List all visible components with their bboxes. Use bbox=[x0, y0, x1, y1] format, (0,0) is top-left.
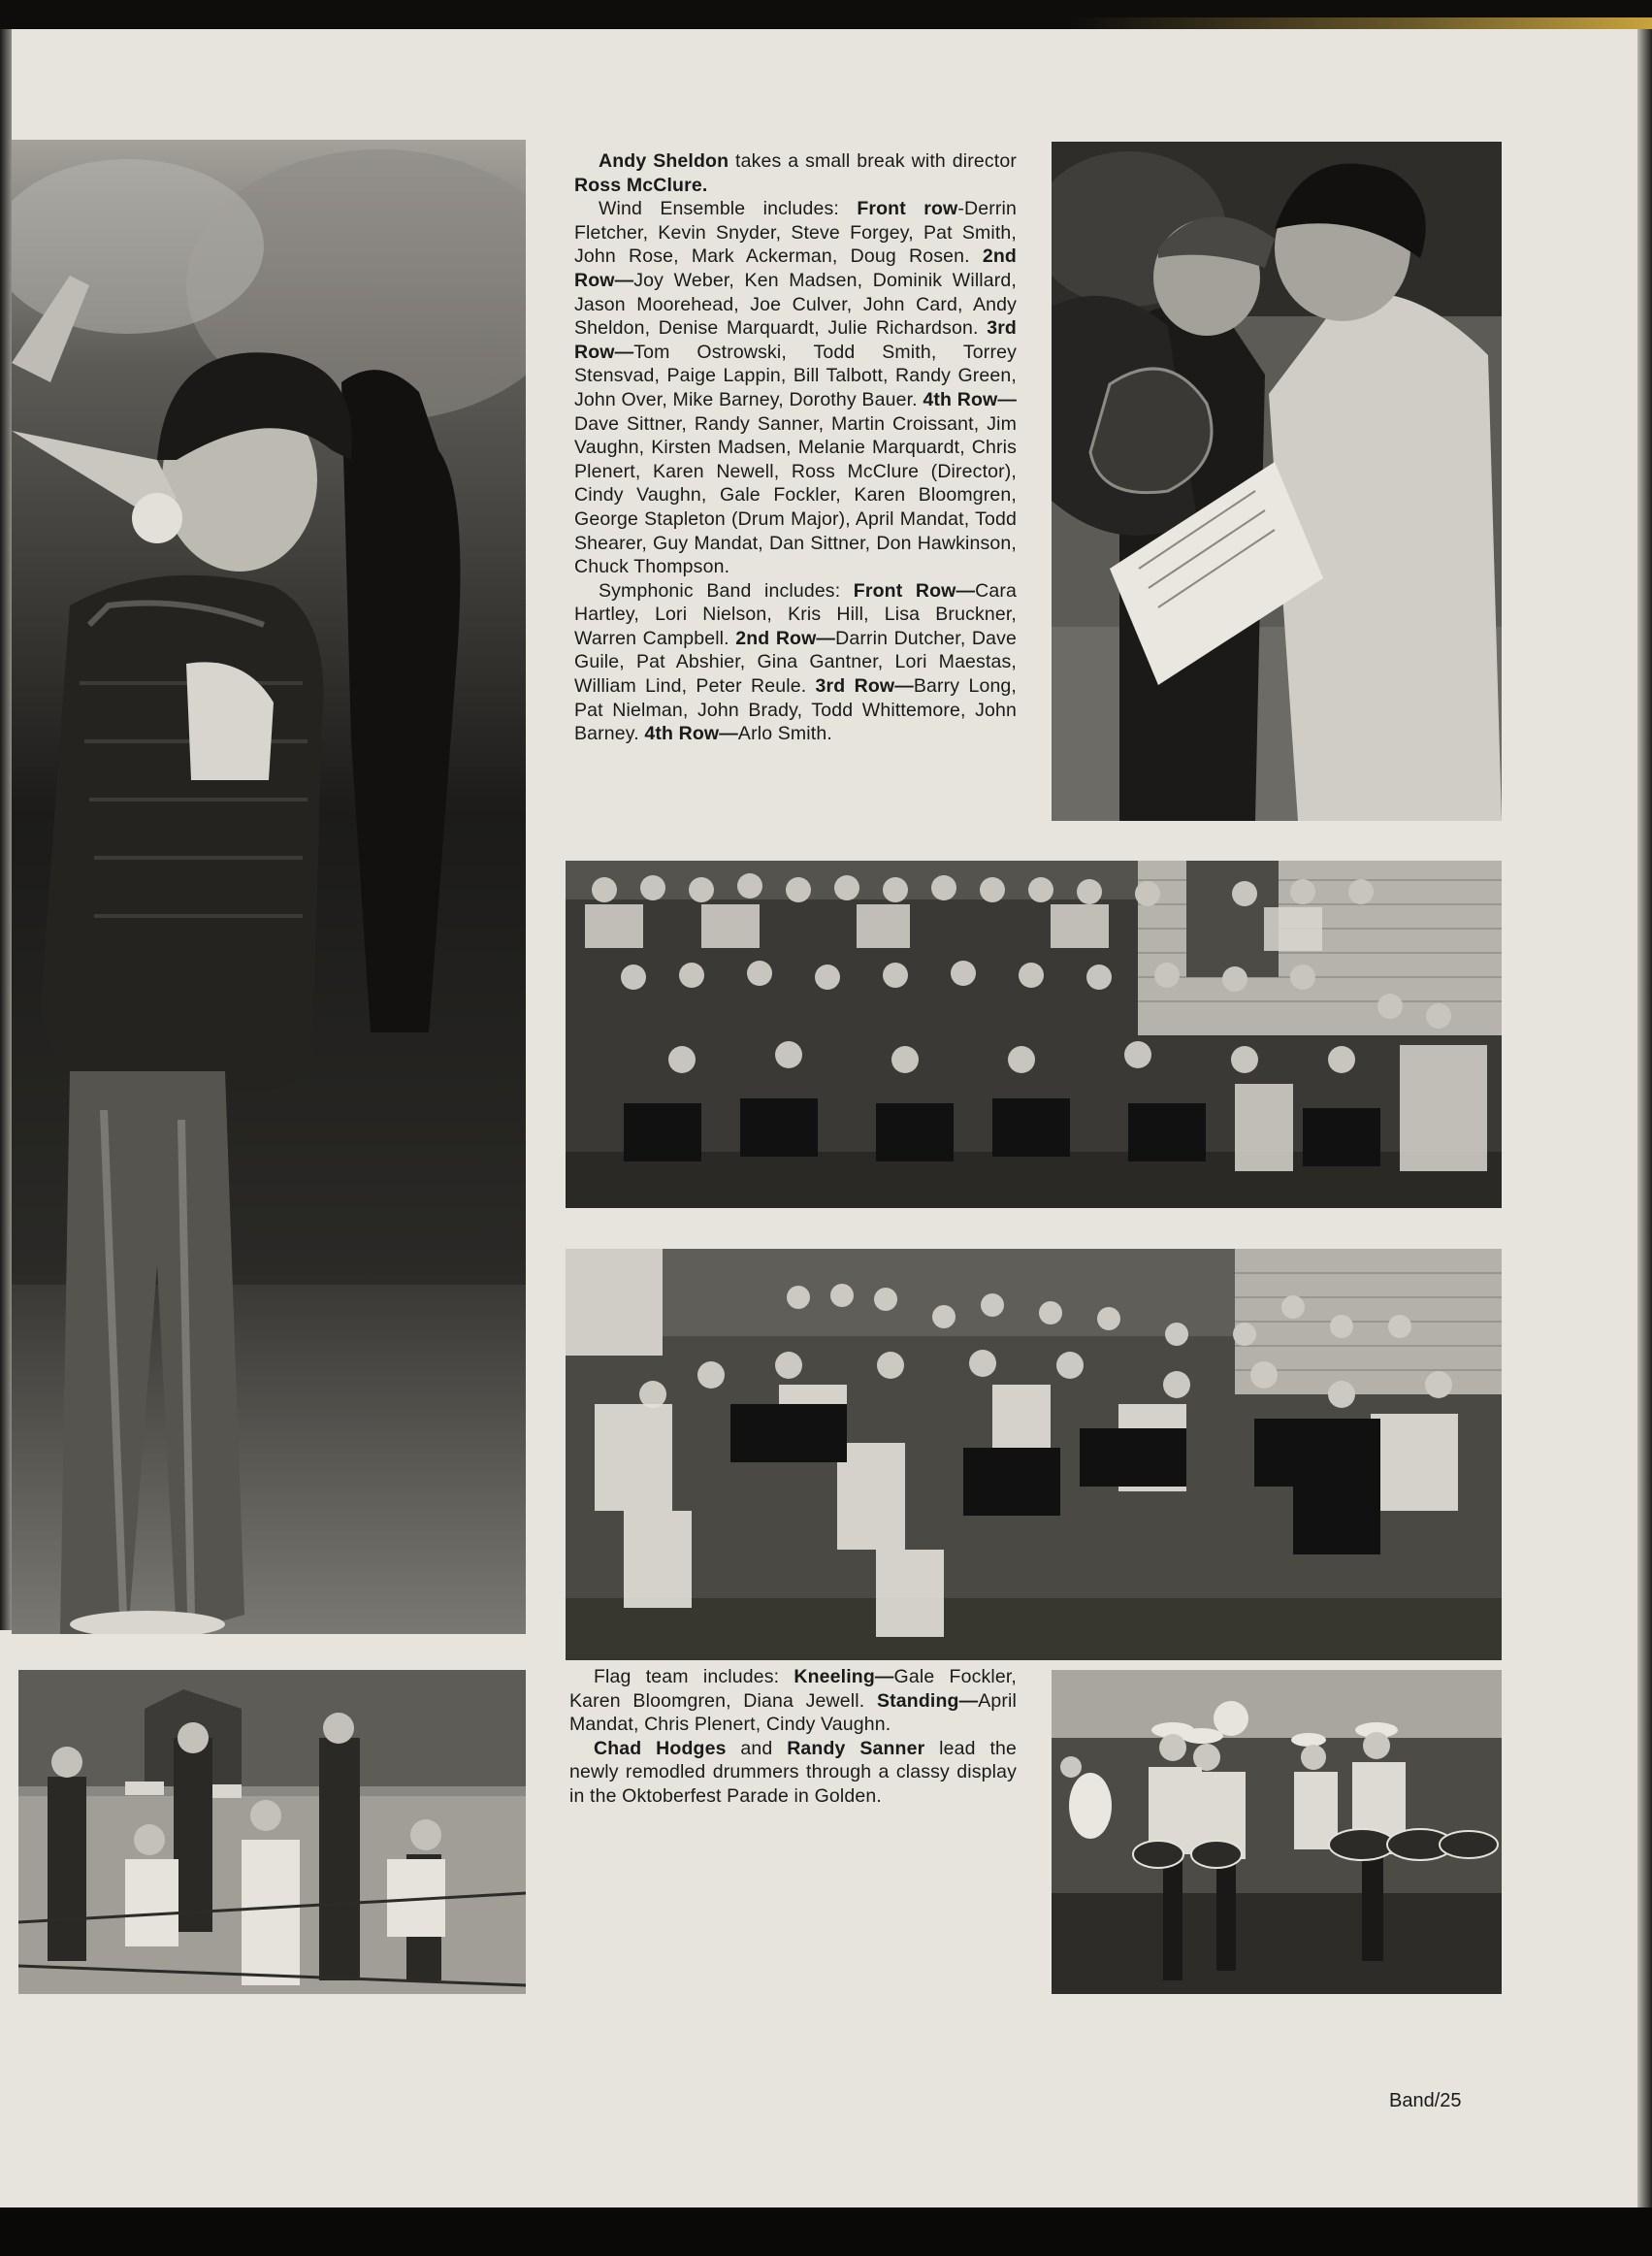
row-names: Arlo Smith. bbox=[737, 723, 832, 745]
list-intro: Flag team includes: bbox=[594, 1666, 794, 1687]
list-intro: Symphonic Band includes: bbox=[599, 579, 854, 602]
photo-flag-team bbox=[18, 1670, 526, 1994]
bottom-scan-border bbox=[0, 2207, 1652, 2256]
row-label: 3rd Row— bbox=[815, 675, 914, 698]
row-label: Standing— bbox=[876, 1689, 979, 1712]
caption-subject: Randy Sanner bbox=[787, 1737, 925, 1759]
caption-subject: Andy Sheldon bbox=[599, 150, 729, 172]
caption-director bbox=[574, 149, 1017, 197]
row-names: Joy Weber, Ken Madsen, Dominik Willard, Jason Moorehead, Joe Culver, John Card, Andy Sheldon, Denise Marquardt, Julie Richardson. bbox=[574, 269, 1017, 340]
caption-subject: Ross McClure. bbox=[574, 174, 708, 196]
caption-wind-ensemble bbox=[574, 149, 1017, 746]
row-names: Tom Ostrowski, Todd Smith, Torrey Stensvad, Paige Lappin, Bill Talbott, Randy Green, John Over, Mike Barney, Dorothy Bauer. bbox=[574, 341, 1017, 410]
photo-director-conversation bbox=[1052, 142, 1502, 821]
row-label: 3rd Row— bbox=[574, 317, 1017, 363]
page-gutter-shadow bbox=[0, 29, 12, 1630]
caption-text: takes a small break with director bbox=[729, 150, 1017, 172]
list-intro: Wind Ensemble includes: bbox=[599, 198, 858, 220]
photo-wind-ensemble bbox=[566, 861, 1502, 1208]
photo-drumline-parade bbox=[1052, 1670, 1502, 1994]
row-label: 4th Row— bbox=[644, 723, 738, 745]
row-names: Cara Hartley, Lori Nielson, Kris Hill, Lisa Bruckner, Warren Campbell. bbox=[574, 579, 1017, 649]
page-number: Band/25 bbox=[1389, 2090, 1462, 2111]
caption-text: lead the newly remodled drummers through a classy display in the Oktoberfest Parade in Golden. bbox=[569, 1737, 1018, 1807]
wind-ensemble-list bbox=[574, 197, 1017, 579]
symphonic-band-list bbox=[574, 579, 1017, 746]
photo-symphonic-band bbox=[566, 1249, 1502, 1660]
binding-edge bbox=[1070, 17, 1652, 29]
yearbook-page bbox=[0, 29, 1637, 2207]
row-names: -Derrin Fletcher, Kevin Snyder, Steve Forgey, Pat Smith, John Rose, Mark Ackerman, Doug Rosen. bbox=[574, 198, 1017, 268]
row-label: 4th Row— bbox=[923, 388, 1017, 410]
row-names: Gale Fockler, Karen Bloomgren, Diana Jewell. bbox=[569, 1666, 1017, 1712]
row-names: Darrin Dutcher, Dave Guile, Pat Abshier, Gina Gantner, Lori Maestas, William Lind, Peter Reule. bbox=[574, 627, 1017, 698]
caption-flag-and-drums bbox=[569, 1665, 1017, 1809]
row-label: 2nd Row— bbox=[574, 245, 1017, 291]
row-label: Front Row— bbox=[853, 579, 976, 602]
row-names: Dave Sittner, Randy Sanner, Martin Croissant, Jim Vaughn, Kirsten Madsen, Melanie Marquardt, Chris Plenert, Karen Newell, Ross McClure (Director), Cindy Vaughn, Gale Fockler, Karen Bloomgren, George Stapleton (Drum Major), April Mandat, Todd Shearer, Guy Mandat, Dan Sittner, Don Hawkinson, Chuck Thompson. bbox=[574, 412, 1017, 578]
caption-subject: Chad Hodges bbox=[594, 1737, 727, 1759]
row-label: 2nd Row— bbox=[735, 627, 836, 649]
caption-drumline bbox=[569, 1737, 1017, 1809]
row-names: April Mandat, Chris Plenert, Cindy Vaughn. bbox=[569, 1689, 1017, 1736]
row-names: Barry Long, Pat Nielman, John Brady, Todd Whittemore, John Barney. bbox=[574, 675, 1017, 745]
row-label: Front row bbox=[857, 198, 958, 220]
caption-text: and bbox=[726, 1737, 788, 1759]
photo-trumpet-player bbox=[12, 140, 526, 1634]
top-scan-border bbox=[0, 0, 1652, 29]
flag-team-list bbox=[569, 1665, 1017, 1737]
right-scan-edge bbox=[1637, 29, 1652, 2207]
row-label: Kneeling— bbox=[794, 1666, 894, 1687]
